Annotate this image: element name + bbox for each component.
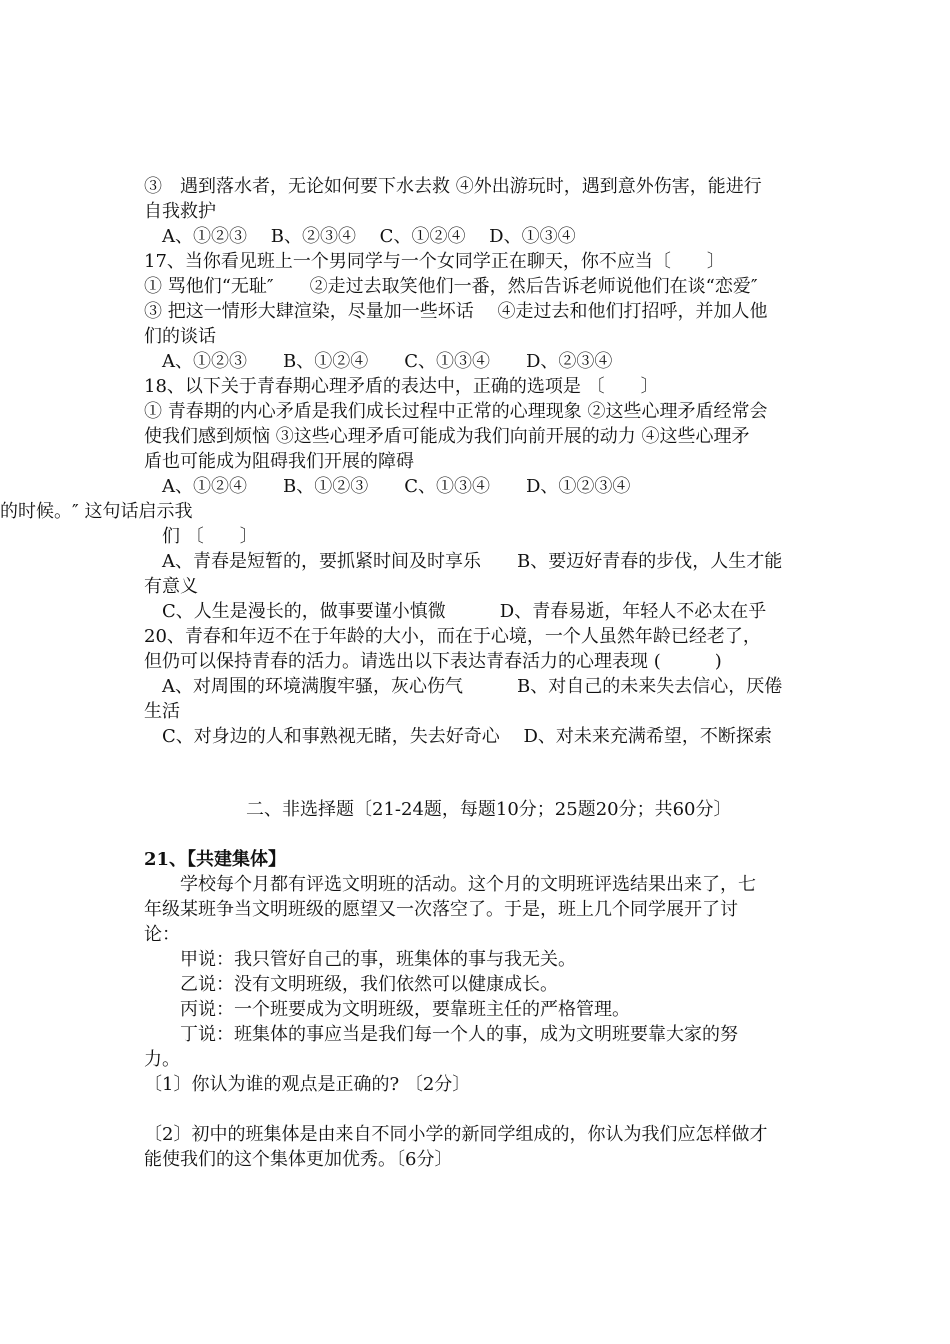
q19-stem-continuation: 们 〔 〕 xyxy=(162,526,258,547)
q21-paragraph-line-3: 论： xyxy=(144,924,180,945)
q20-option-b-continuation: 生活 xyxy=(144,701,180,722)
q21-statement-ding-line-1: 丁说：班集体的事应当是我们每一个人的事，成为文明班要靠大家的努 xyxy=(180,1024,738,1045)
q19-options-a-b: A、青春是短暂的，要抓紧时间及时享乐 B、要迈好青春的步伐，人生才能 xyxy=(162,551,783,572)
q17-options: A、①②③ B、①②④ C、①③④ D、②③④ xyxy=(162,351,613,372)
q21-statement-jia: 甲说：我只管好自己的事，班集体的事与我无关。 xyxy=(180,949,576,970)
q20-stem-line-1: 20、青春和年迈不在于年龄的大小，而在于心境，一个人虽然年龄已经老了， xyxy=(144,626,761,647)
q17-item-line-1: ① 骂他们“无耻″ ②走过去取笑他们一番，然后告诉老师说他们在谈“恋爱″ xyxy=(144,276,758,297)
q18-stem: 18、以下关于青春期心理矛盾的表达中，正确的选项是 〔 〕 xyxy=(144,376,659,397)
q18-options: A、①②④ B、①②③ C、①③④ D、①②③④ xyxy=(162,476,631,497)
q18-item-line-2: 使我们感到烦恼 ③这些心理矛盾可能成为我们向前开展的动力 ④这些心理矛 xyxy=(144,426,750,447)
q19-options-c-d: C、人生是漫长的，做事要谨小慎微 D、青春易逝，年轻人不必太在乎 xyxy=(162,601,767,622)
q16-options: A、①②③ B、②③④ C、①②④ D、①③④ xyxy=(162,226,576,247)
q19-stem-fragment: 的时候。″ 这句话启示我 xyxy=(0,501,193,522)
q17-item-line-3: 们的谈话 xyxy=(144,326,216,347)
q20-stem-line-2: 但仍可以保持青春的活力。请选出以下表达青春活力的心理表现 ( ) xyxy=(144,651,722,672)
q17-item-line-2: ③ 把这一情形大肆渲染，尽量加一些坏话 ④走过去和他们打招呼，并加人他 xyxy=(144,301,768,322)
q21-subquestion-1: 〔1〕你认为谁的观点是正确的? 〔2分〕 xyxy=(144,1074,471,1095)
q21-subquestion-2-line-1: 〔2〕初中的班集体是由来自不同小学的新同学组成的，你认为我们应怎样做才 xyxy=(144,1124,768,1145)
q21-title: 21、【共建集体】 xyxy=(144,849,287,870)
q19-option-b-continuation: 有意义 xyxy=(144,576,198,597)
q21-paragraph-line-1: 学校每个月都有评选文明班的活动。这个月的文明班评选结果出来了，七 xyxy=(180,874,756,895)
q21-statement-yi: 乙说：没有文明班级，我们依然可以健康成长。 xyxy=(180,974,558,995)
q21-statement-ding-line-2: 力。 xyxy=(144,1049,180,1070)
section-2-heading: 二、非选择题〔21-24题，每题10分；25题20分；共60分〕 xyxy=(246,799,732,820)
q18-item-line-3: 盾也可能成为阻碍我们开展的障碍 xyxy=(144,451,414,472)
q20-options-c-d: C、对身边的人和事熟视无睹，失去好奇心 D、对未来充满希望，不断探索 xyxy=(162,726,772,747)
q18-item-line-1: ① 青春期的内心矛盾是我们成长过程中正常的心理现象 ②这些心理矛盾经常会 xyxy=(144,401,768,422)
q16-continuation-line-1: ③ 遇到落水者，无论如何要下水去救 ④外出游玩时，遇到意外伤害，能进行 xyxy=(144,176,762,197)
q21-subquestion-2-line-2: 能使我们的这个集体更加优秀。〔6分〕 xyxy=(144,1149,453,1170)
q17-stem: 17、当你看见班上一个男同学与一个女同学正在聊天，你不应当〔 〕 xyxy=(144,251,725,272)
q20-options-a-b: A、对周围的环境满腹牢骚，灰心伤气 B、对自己的未来失去信心，厌倦 xyxy=(162,676,783,697)
q21-paragraph-line-2: 年级某班争当文明班级的愿望又一次落空了。于是，班上几个同学展开了讨 xyxy=(144,899,738,920)
q16-continuation-line-2: 自我救护 xyxy=(144,201,216,222)
q21-statement-bing: 丙说：一个班要成为文明班级，要靠班主任的严格管理。 xyxy=(180,999,630,1020)
